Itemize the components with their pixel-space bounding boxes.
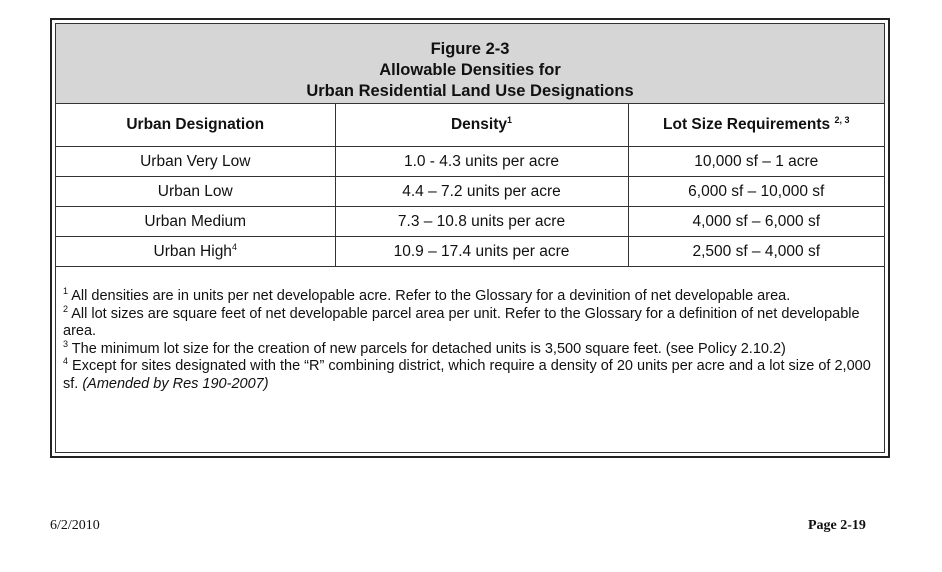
table-header-row [56,104,884,147]
cell-designation: Urban Very Low [56,147,335,177]
figure-subtitle: Urban Residential Land Use Designations [306,82,634,100]
footnotes [63,288,874,393]
cell-density: 10.9 – 17.4 units per acre [335,237,628,267]
figure-number: Figure 2-3 [430,40,510,58]
cell-lot-size: 2,500 sf – 4,000 sf [628,237,884,267]
density-table [56,104,884,267]
cell-lot-size: 4,000 sf – 6,000 sf [628,207,884,237]
figure-title: Allowable Densities for [379,61,561,79]
footnote-3: $^3$ The minimum lot size for the creation of new parcels for detached units is 3,500 square feet. (see Policy 2.10.2) [63,338,786,357]
amendment-note: (Amended by Res 190-2007) [82,375,269,392]
cell-density: 1.0 - 4.3 units per acre [335,147,628,177]
cell-lot-size: 6,000 sf – 10,000 sf [628,177,884,207]
cell-density: 7.3 – 10.8 units per acre [335,207,628,237]
table-row [56,207,884,237]
figure-inner-frame [55,23,885,453]
header-lot-size: Lot Size Requirements $^{2, 3}$ [628,104,884,147]
table-row [56,177,884,207]
footnote-2: $^2$ All lot sizes are square feet of net developable parcel area per unit. Refer to the Glossary for a definition of net developable area. [63,303,860,339]
cell-designation: Urban High$^4$ [56,237,335,267]
header-urban-designation: Urban Designation [56,104,335,147]
table-row [56,237,884,267]
footer-date: 6/2/2010 [50,518,100,533]
figure-title-band [56,24,884,104]
table-row [56,147,884,177]
cell-designation: Urban Medium [56,207,335,237]
cell-density: 4.4 – 7.2 units per acre [335,177,628,207]
cell-lot-size: 10,000 sf – 1 acre [628,147,884,177]
footnote-1: $^1$ All densities are in units per net developable acre. Refer to the Glossary for a devinition of net developable area. [63,286,791,304]
footer-page-number: Page 2-19 [808,518,866,533]
cell-designation: Urban Low [56,177,335,207]
header-density: Density$^1$ [335,104,628,147]
footnote-4: $^4$ Except for sites designated with the “R” combining district, which require a density of 20 units per acre and a lot size of 2,000 sf. (Amended by Res 190-2007) [63,356,871,392]
figure-frame [50,18,890,458]
